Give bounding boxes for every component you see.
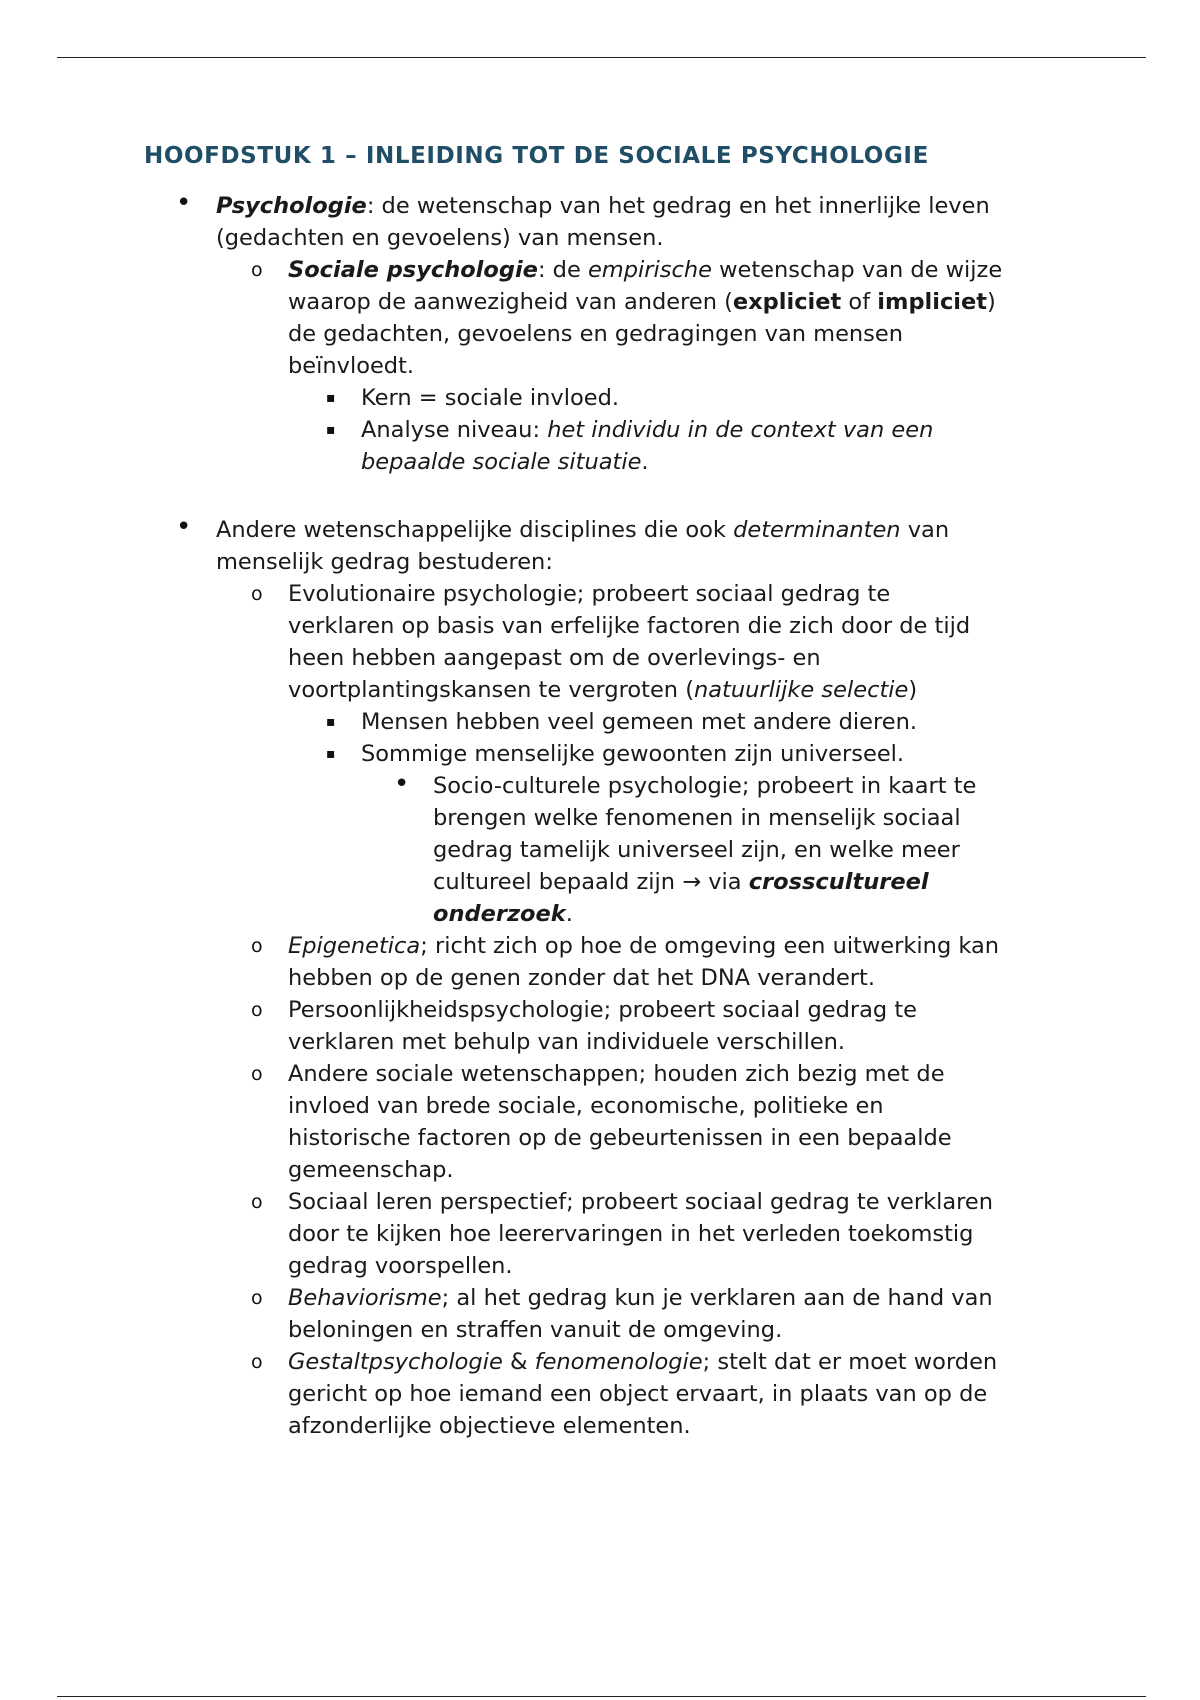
text-line: historische factoren op de gebeurtenissen in een bepaalde: [288, 1125, 952, 1151]
text-line: beïnvloedt.: [288, 353, 415, 379]
bullet-square: ▪: [326, 714, 336, 730]
bullet-circle: o: [251, 583, 263, 605]
persoonlijkheid-item: Persoonlijkheidspsychologie; probeert sociaal gedrag te: [288, 997, 917, 1023]
text-line: bepaalde sociale situatie.: [361, 449, 649, 475]
text-line: gedrag voorspellen.: [288, 1253, 513, 1279]
text-line: gemeenschap.: [288, 1157, 454, 1183]
text-line: de gedachten, gevoelens en gedragingen van mensen: [288, 321, 904, 347]
bullet-dot: •: [176, 512, 192, 542]
text-line: voortplantingskansen te vergroten (natuurlijke selectie): [288, 677, 918, 703]
behaviorisme-item: Behaviorisme; al het gedrag kun je verklaren aan de hand van: [288, 1285, 993, 1311]
bullet-circle: o: [251, 1063, 263, 1085]
sociale-psychologie-definition: Sociale psychologie: de empirische wetenschap van de wijze: [288, 257, 1003, 283]
text-line: verklaren met behulp van individuele verschillen.: [288, 1029, 846, 1055]
bullet-square: ▪: [326, 422, 336, 438]
analyse-item: Analyse niveau: het individu in de context van een: [361, 417, 934, 443]
bullet-circle: o: [251, 999, 263, 1021]
text-line: beloningen en straffen vanuit de omgeving.: [288, 1317, 783, 1343]
text-line: cultureel bepaald zijn → via crosscultureel: [433, 869, 929, 895]
bullet-circle: o: [251, 1191, 263, 1213]
kern-item: Kern = sociale invloed.: [361, 385, 620, 411]
evolutionaire-item: Evolutionaire psychologie; probeert sociaal gedrag te: [288, 581, 891, 607]
andere-wetenschappen-item: Andere sociale wetenschappen; houden zich bezig met de: [288, 1061, 945, 1087]
bullet-circle: o: [251, 935, 263, 957]
bullet-circle: o: [251, 1351, 263, 1373]
chapter-title: HOOFDSTUK 1 – INLEIDING TOT DE SOCIALE PSYCHOLOGIE: [144, 143, 929, 169]
psychologie-definition: Psychologie: de wetenschap van het gedrag en het innerlijke leven: [216, 193, 990, 219]
evolutionaire-sub-item: Sommige menselijke gewoonten zijn universeel.: [361, 741, 905, 767]
bullet-circle: o: [251, 259, 263, 281]
text-line: invloed van brede sociale, economische, politieke en: [288, 1093, 884, 1119]
text-line: hebben op de genen zonder dat het DNA verandert.: [288, 965, 876, 991]
text-line: door te kijken hoe leerervaringen in het verleden toekomstig: [288, 1221, 974, 1247]
evolutionaire-sub-item: Mensen hebben veel gemeen met andere dieren.: [361, 709, 918, 735]
text-line: verklaren op basis van erfelijke factoren die zich door de tijd: [288, 613, 971, 639]
epigenetica-item: Epigenetica; richt zich op hoe de omgeving een uitwerking kan: [288, 933, 1000, 959]
text-line: brengen welke fenomenen in menselijk sociaal: [433, 805, 961, 831]
text-line: afzonderlijke objectieve elementen.: [288, 1413, 691, 1439]
socio-culturele-item: Socio-culturele psychologie; probeert in kaart te: [433, 773, 977, 799]
text-line: menselijk gedrag bestuderen:: [216, 549, 553, 575]
gestalt-item: Gestaltpsychologie & fenomenologie; stelt dat er moet worden: [288, 1349, 998, 1375]
text-line: heen hebben aangepast om de overlevings- en: [288, 645, 821, 671]
disciplines-intro: Andere wetenschappelijke disciplines die ook determinanten van: [216, 517, 950, 543]
text-line: (gedachten en gevoelens) van mensen.: [216, 225, 664, 251]
text-line: onderzoek.: [433, 901, 573, 927]
header-rule: [57, 57, 1146, 58]
bullet-dot: •: [394, 769, 410, 799]
text-line: gericht op hoe iemand een object ervaart, in plaats van op de: [288, 1381, 988, 1407]
bullet-square: ▪: [326, 390, 336, 406]
bullet-circle: o: [251, 1287, 263, 1309]
term-psychologie: Psychologie: [216, 193, 367, 219]
sociaal-leren-item: Sociaal leren perspectief; probeert sociaal gedrag te verklaren: [288, 1189, 994, 1215]
term-sociale-psychologie: Sociale psychologie: [288, 257, 538, 283]
bullet-square: ▪: [326, 746, 336, 762]
text-line: gedrag tamelijk universeel zijn, en welke meer: [433, 837, 960, 863]
text-line: waarop de aanwezigheid van anderen (expliciet of impliciet): [288, 289, 996, 315]
footer-rule: [57, 1696, 1146, 1697]
bullet-dot: •: [176, 188, 192, 218]
